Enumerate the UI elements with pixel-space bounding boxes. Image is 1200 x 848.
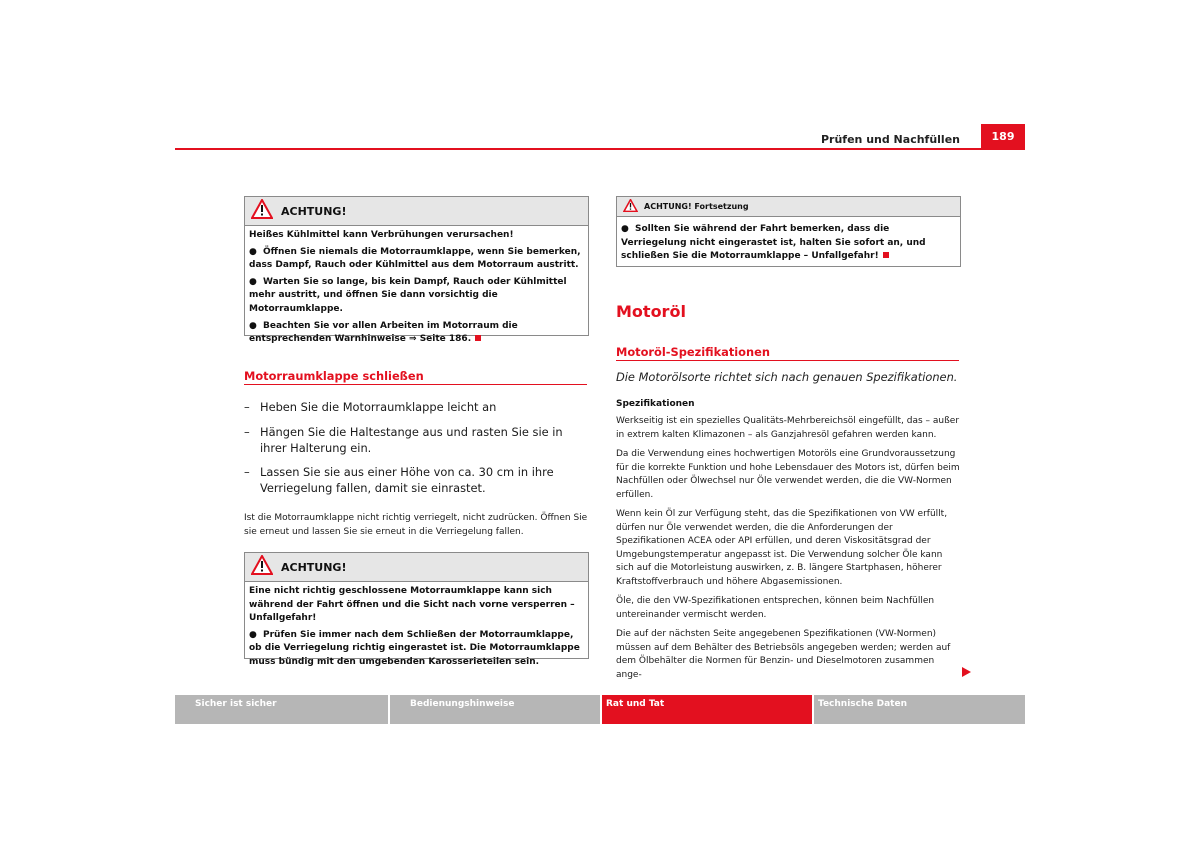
step-text: Hängen Sie die Haltestange aus und rasten Sie sie in ihrer Halterung ein. [260,425,563,455]
warning-box-continued [616,196,961,267]
footer-tab-safety[interactable]: Sicher ist sicher [175,695,388,724]
bullet-dot: ● [249,629,257,640]
footer-tab-operation[interactable]: Bedienungshinweise [390,695,600,724]
warning-label: ACHTUNG! Fortsetzung [644,202,749,211]
warning-header [245,197,588,226]
warning-bullet-text: Prüfen Sie immer nach dem Schließen der Motorraumklappe, ob die Verriegelung richtig eingerastet ist. Die Motorraumklappe muss bündig mit den umgebenden Karosserieteilen sein. [249,629,580,667]
spec-paragraph: Da die Verwendung eines hochwertigen Motoröls eine Grundvoraussetzung für die korrekte Funktion und hohe Lebensdauer des Motors ist, dürfen beim Nachfüllen oder Ölwechsel nur Öle verwendet werden, die die VW-Normen erfüllen. [616,449,960,500]
warning-box-coolant [244,196,589,345]
warning-triangle-icon [251,199,273,223]
warning-bullet-text: Warten Sie so lange, bis kein Dampf, Rauch oder Kühlmittel mehr austritt, und öffnen Sie dann vorsichtig die Motorraumklappe. [249,276,567,314]
continue-arrow-icon [962,662,971,681]
page-number: 189 [981,124,1025,148]
warning-bullet-item [249,276,584,317]
page-header-title: Prüfen und Nachfüllen [820,133,960,146]
chapter-title: Motoröl [616,302,686,321]
step-item [244,424,589,456]
dash-marker: – [244,425,250,439]
step-item [244,399,589,415]
warning-triangle-icon [251,555,273,579]
footer-tab-technical[interactable]: Technische Daten [814,695,1025,724]
section-title-oil-specs: Motoröl-Spezifikationen [616,345,959,361]
bullet-dot: ● [621,224,629,234]
warning-bullet-text[interactable]: Beachten Sie vor allen Arbeiten im Motorraum die entsprechenden Warnhinweise ⇒ Seite 186. [249,320,518,345]
warning-header [617,197,960,217]
header-rule [175,148,1025,150]
spec-paragraph: Wenn kein Öl zur Verfügung steht, das die Spezifikationen von VW erfüllt, dürfen nur Öle verwendet werden, die die Anforderungen der Spezifikationen ACEA oder API erfüllen, und deren Viskositätsgrad der Umgebungstemperatur angepasst ist. Die Verwendung solcher Öle kann sich auf die Motorleistung auswirken, z. B. längere Startphasen, höherer Kraftstoffverbrauch und höhere Abgasemissionen. [616,509,948,587]
warning-lead: Eine nicht richtig geschlossene Motorraumklappe kann sich während der Fahrt öffnen und die Sicht nach vorne versperren – Unfallgefahr! [249,586,575,624]
warning-label: ACHTUNG! [281,560,347,574]
warning-body [617,217,960,264]
warning-body [245,582,588,670]
spec-heading: Spezifikationen [616,399,695,409]
step-item [244,464,589,496]
step-text: Heben Sie die Motorraumklappe leicht an [260,400,497,414]
spec-paragraph: Öle, die den VW-Spezifikationen entsprechen, können beim Nachfüllen untereinander vermischt werden. [616,596,935,620]
warning-lead: Heißes Kühlmittel kann Verbrühungen verursachen! [249,230,514,240]
end-square-icon [883,252,889,258]
note-paragraph [244,512,590,545]
bullet-dot: ● [249,320,257,331]
footer-tab-advice[interactable]: Rat und Tat [602,695,812,724]
warning-bullet-item [249,320,584,347]
bullet-dot: ● [249,276,257,287]
note-text: Ist die Motorraumklappe nicht richtig verriegelt, nicht zudrücken. Öffnen Sie sie erneut und lassen Sie sie erneut in die Verriegelung fallen. [244,513,588,537]
warning-bullet-text: Sollten Sie während der Fahrt bemerken, dass die Verriegelung nicht eingerastet ist, halten Sie sofort an, und schließen Sie die Motorraumklappe – Unfallgefahr! [621,224,926,262]
spec-paragraph: Werkseitig ist ein spezielles Qualitäts-Mehrbereichsöl eingefüllt, das – außer in extrem kalten Klimazonen – als Ganzjahresöl gefahren werden kann. [616,416,960,440]
section-title-close-hood: Motorraumklappe schließen [244,369,587,385]
spec-body [616,415,962,688]
spec-paragraph: Die auf der nächsten Seite angegebenen Spezifikationen (VW-Normen) müssen auf dem Behälter des Betriebsöls angegeben werden; werden auf dem Ölbehälter die Normen für Benzin- und Dieselmotoren zusammen ange- [616,629,951,680]
warning-bullet-item [249,246,584,273]
warning-box-hood [244,552,589,667]
warning-label: ACHTUNG! [281,204,347,218]
warning-triangle-icon [623,197,638,216]
step-text: Lassen Sie sie aus einer Höhe von ca. 30 cm in ihre Verriegelung fallen, damit sie einrastet. [260,465,554,495]
bullet-dot: ● [249,246,257,257]
dash-marker: – [244,400,250,414]
warning-header [245,553,588,582]
warning-bullet-item [621,223,956,264]
warning-body [245,226,588,347]
dash-marker: – [244,465,250,479]
warning-bullet-text: Öffnen Sie niemals die Motorraumklappe, wenn Sie bemerken, dass Dampf, Rauch oder Kühlmittel aus dem Motorraum austritt. [249,246,581,271]
intro-text: Die Motorölsorte richtet sich nach genauen Spezifikationen. [616,370,958,384]
end-square-icon [475,335,481,341]
warning-bullet-item [249,629,584,670]
